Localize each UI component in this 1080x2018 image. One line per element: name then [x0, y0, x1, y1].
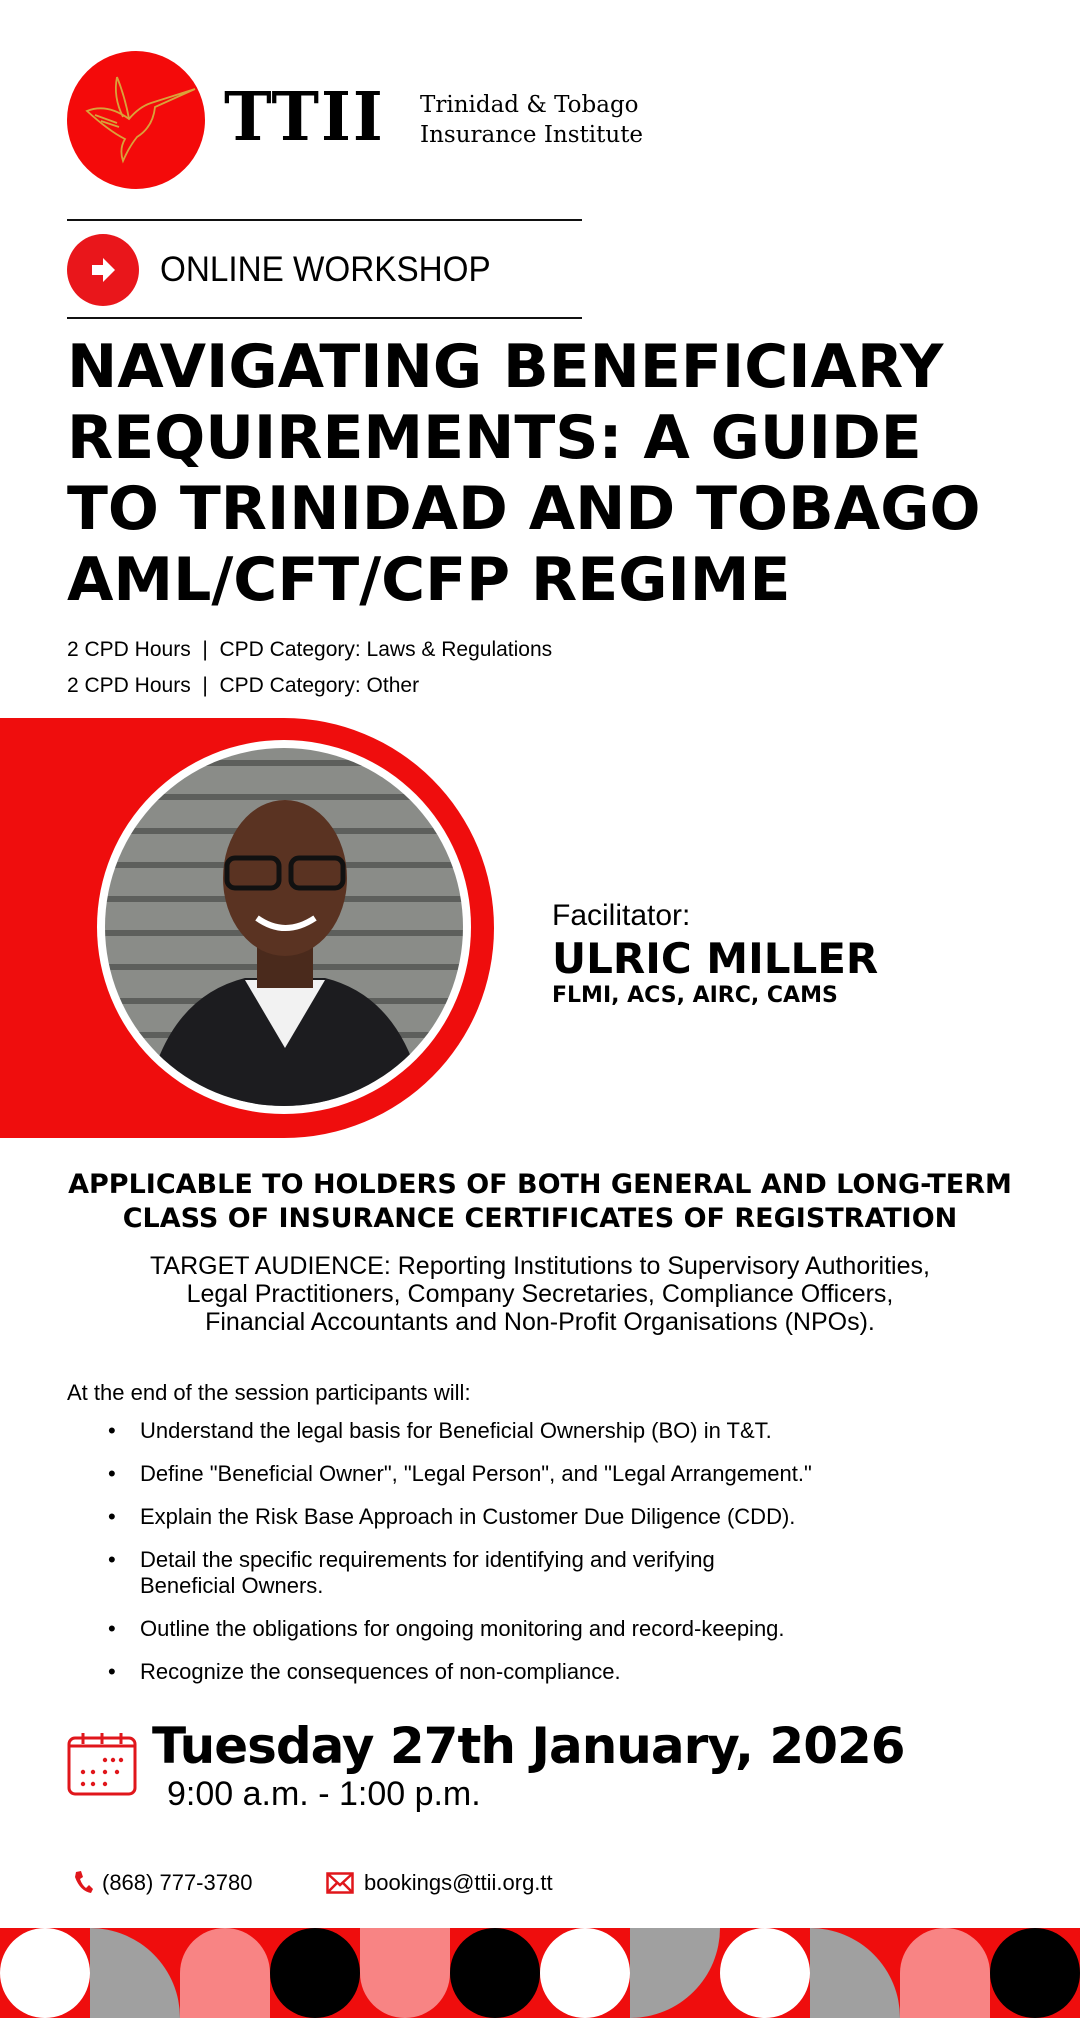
page-title [67, 332, 1067, 616]
audience-line: Legal Practitioners, Company Secretaries, Compliance Officers, [186, 1280, 894, 1308]
mail-icon [326, 1872, 354, 1901]
title-line: REQUIREMENTS: A GUIDE [67, 403, 922, 473]
brand-acronym: TTII [224, 78, 385, 157]
list-item: • Recognize the consequences of non-compliance. [108, 1659, 968, 1685]
facilitator-photo [105, 748, 463, 1106]
circle-shape [990, 1928, 1080, 2018]
arch-shape [900, 1928, 990, 2018]
arrow-right-icon [67, 234, 139, 306]
audience-line: TARGET AUDIENCE: Reporting Institutions to Supervisory Authorities, [150, 1252, 930, 1280]
quarter-shape [810, 1928, 900, 2018]
applicability-heading [0, 1168, 1080, 1236]
decorative-pattern [0, 1928, 1080, 2018]
heading-line: APPLICABLE TO HOLDERS OF BOTH GENERAL AND LONG-TERM [68, 1169, 1012, 1200]
facilitator-credentials: FLMI, ACS, AIRC, CAMS [552, 983, 838, 1008]
facilitator-label: Facilitator: [552, 899, 691, 932]
cpd-info: 2 CPD Hours | CPD Category: Laws & Regulations [67, 638, 553, 661]
hummingbird-logo [67, 51, 205, 189]
brand-name-line: Insurance Institute [420, 122, 644, 148]
calendar-icon [67, 1732, 137, 1796]
event-time: 9:00 a.m. - 1:00 p.m. [167, 1775, 481, 1813]
facilitator-name: ULRIC MILLER [552, 934, 879, 983]
objectives-list [108, 1418, 968, 1702]
event-type: ONLINE WORKSHOP [160, 250, 491, 289]
circle-shape [270, 1928, 360, 2018]
list-item: • Detail the specific requirements for identifying and verifying Beneficial Owners. [108, 1547, 740, 1599]
circle-shape [720, 1928, 810, 2018]
objectives-intro: At the end of the session participants will: [67, 1380, 471, 1405]
phone-number[interactable]: (868) 777-3780 [102, 1870, 253, 1895]
phone-icon [72, 1869, 94, 1902]
target-audience [0, 1252, 1080, 1336]
quarter-shape [90, 1928, 180, 2018]
arch-shape [360, 1928, 450, 2018]
title-line: AML/CFT/CFP REGIME [67, 545, 791, 615]
quarter-shape [630, 1928, 720, 2018]
list-item: • Outline the obligations for ongoing monitoring and record-keeping. [108, 1616, 968, 1642]
brand-name-line: Trinidad & Tobago [420, 92, 639, 118]
title-line: NAVIGATING BENEFICIARY [67, 332, 944, 402]
list-item: • Understand the legal basis for Beneficial Ownership (BO) in T&T. [108, 1418, 968, 1444]
heading-line: CLASS OF INSURANCE CERTIFICATES OF REGISTRATION [122, 1203, 958, 1234]
title-line: TO TRINIDAD AND TOBAGO [67, 474, 981, 544]
list-item: • Define "Beneficial Owner", "Legal Person", and "Legal Arrangement." [108, 1461, 968, 1487]
list-item: • Explain the Risk Base Approach in Customer Due Diligence (CDD). [108, 1504, 968, 1530]
circle-shape [450, 1928, 540, 2018]
email-link[interactable]: bookings@ttii.org.tt [364, 1870, 553, 1895]
circle-shape [0, 1928, 90, 2018]
divider [67, 317, 582, 319]
event-date: Tuesday 27th January, 2026 [152, 1717, 905, 1775]
brand-name [420, 90, 643, 150]
audience-line: Financial Accountants and Non-Profit Organisations (NPOs). [205, 1308, 875, 1336]
cpd-info: 2 CPD Hours | CPD Category: Other [67, 674, 420, 697]
circle-shape [540, 1928, 630, 2018]
hummingbird-icon [67, 51, 205, 189]
arch-shape [180, 1928, 270, 2018]
divider [67, 219, 582, 221]
